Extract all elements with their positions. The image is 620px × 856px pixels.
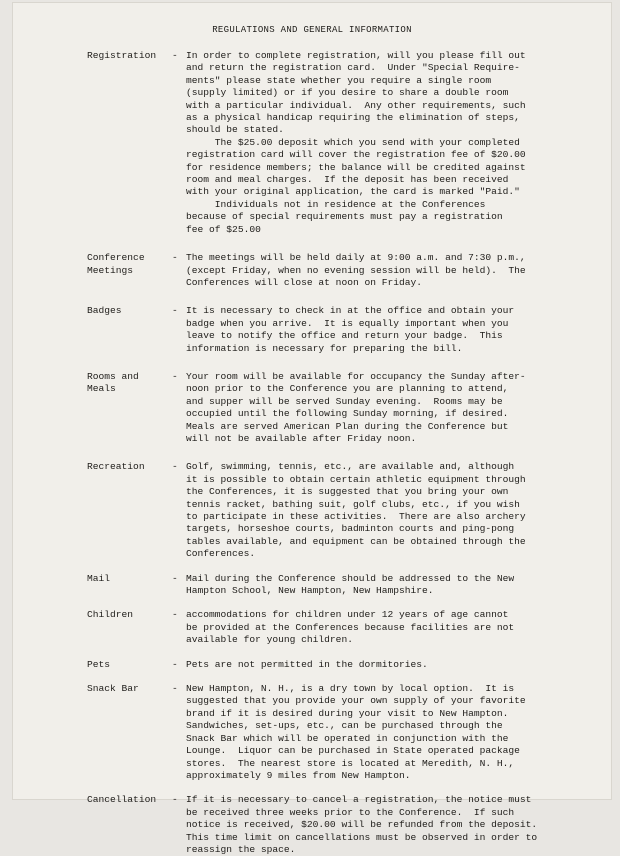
dash: -	[172, 658, 178, 670]
label-line: Snack Bar	[87, 683, 139, 695]
text-line: Individuals not in residence at the Conferences	[186, 198, 486, 210]
text-line: Pets are not permitted in the dormitories.	[186, 658, 428, 670]
text-line: occupied until the following Sunday morning, if desired.	[186, 408, 509, 420]
sections-list	[87, 50, 607, 856]
spacer	[87, 647, 607, 659]
spacer	[87, 289, 607, 305]
section-mail	[87, 573, 607, 598]
text-line: to participate in these activities. There are also archery	[186, 511, 526, 522]
text-line: room and meal charges. If the deposit has been received	[186, 174, 509, 186]
dash: -	[172, 794, 178, 806]
section-body	[186, 794, 607, 856]
text-line: (supply limited) or if you desire to share a double room	[186, 87, 509, 99]
section-label	[87, 50, 172, 236]
text-line: available for young children.	[186, 634, 353, 646]
section-label	[87, 252, 172, 289]
text-line: The $25.00 deposit which you send with your completed	[186, 136, 520, 148]
text-line: approximately 9 miles from New Hampton.	[186, 769, 411, 781]
section-body	[186, 252, 607, 289]
label-line: Pets	[87, 658, 111, 670]
label-line: Meals	[87, 383, 116, 395]
text-line: It is necessary to check in at the office and obtain your	[186, 305, 515, 317]
spacer	[87, 782, 607, 794]
document-page	[12, 2, 612, 855]
text-line: because of special requirements must pay a registration	[186, 211, 503, 223]
text-line: noon prior to the Conference you are planning to attend,	[186, 383, 509, 395]
dash: -	[172, 252, 178, 264]
text-line: and supper will be served Sunday evening. Rooms may be	[186, 395, 503, 407]
text-line: be provided at the Conferences because facilities are not	[186, 621, 515, 633]
section-body	[186, 609, 607, 646]
dash: -	[172, 305, 178, 317]
spacer	[87, 671, 607, 683]
text-line: stores. The nearest store is located at Meredith, N. H.,	[186, 757, 515, 769]
section-body	[186, 461, 607, 560]
text-line: tables available, and equipment can be obtained through the	[186, 535, 526, 547]
section-label	[87, 305, 172, 355]
section-badges	[87, 305, 607, 355]
text-line: brand if it is desired during your visit to New Hampton.	[186, 707, 509, 719]
text-line: fee of $25.00	[186, 223, 261, 235]
label-line: Children	[87, 609, 134, 621]
text-line: tennis racket, bathing suit, golf clubs, etc., if you wish	[186, 498, 520, 510]
section-body	[186, 371, 607, 445]
section-snack-bar	[87, 683, 607, 782]
label-line: Registration	[87, 50, 157, 61]
dash: -	[172, 572, 178, 584]
text-line: and return the registration card. Under "Special Require-	[186, 62, 520, 74]
section-rooms-and-meals	[87, 371, 607, 445]
spacer	[87, 561, 607, 573]
text-line: reassign the space.	[186, 843, 296, 855]
text-line: Snack Bar which will be operated in conjunction with the	[186, 732, 509, 744]
text-line: In order to complete registration, will you please fill out	[186, 50, 526, 61]
section-body	[186, 573, 607, 598]
section-body	[186, 683, 607, 782]
label-line: Conference	[87, 252, 145, 264]
text-line: accommodations for children under 12 years of age cannot	[186, 609, 509, 621]
section-registration	[87, 50, 607, 236]
text-line: ments" please state whether you require a single room	[186, 74, 492, 86]
text-line: Sandwiches, set-ups, etc., can be purchased through the	[186, 720, 503, 732]
section-body	[186, 305, 607, 355]
text-line: New Hampton, N. H., is a dry town by local option. It is	[186, 683, 515, 695]
text-line: leave to notify the office and return your badge. This	[186, 330, 503, 342]
text-line: targets, horseshoe courts, badminton courts and ping-pong	[186, 523, 515, 535]
text-line: for residence members; the balance will be credited against	[186, 161, 526, 173]
section-label	[87, 461, 172, 560]
section-label	[87, 683, 172, 782]
text-line: Conferences will close at noon on Friday.	[186, 276, 423, 288]
dash: -	[172, 461, 178, 473]
text-line: will not be available after Friday noon.	[186, 432, 417, 444]
text-line: be received three weeks prior to the Conference. If such	[186, 806, 515, 818]
section-label	[87, 573, 172, 598]
text-line: the Conferences, it is suggested that you bring your own	[186, 486, 509, 498]
text-line: Meals are served American Plan during the Conference but	[186, 420, 509, 432]
section-label	[87, 609, 172, 646]
section-label	[87, 371, 172, 445]
text-line: Conferences.	[186, 548, 256, 560]
label-line: Cancellation	[87, 794, 157, 806]
text-line: If it is necessary to cancel a registration, the notice must	[186, 794, 532, 806]
text-line: Mail during the Conference should be addressed to the New	[186, 572, 515, 584]
dash: -	[172, 683, 178, 695]
text-line: registration card will cover the registration fee of $20.00	[186, 149, 526, 161]
section-body	[186, 659, 607, 671]
text-line: as a physical handicap requiring the elimination of steps,	[186, 112, 520, 124]
text-line: The meetings will be held daily at 9:00 a.m. and 7:30 p.m.,	[186, 252, 526, 264]
text-line: suggested that you provide your own supply of your favorite	[186, 695, 526, 707]
section-conference-meetings	[87, 252, 607, 289]
section-pets	[87, 659, 607, 671]
spacer	[87, 236, 607, 252]
label-line: Meetings	[87, 264, 134, 276]
spacer	[87, 597, 607, 609]
spacer	[87, 355, 607, 371]
text-line: notice is received, $20.00 will be refunded from the deposit.	[186, 819, 538, 831]
dash: -	[172, 50, 178, 61]
text-line: with a particular individual. Any other requirements, such	[186, 99, 526, 111]
text-line: This time limit on cancellations must be observed in order to	[186, 831, 538, 843]
section-cancellation	[87, 794, 607, 856]
text-line: should be stated.	[186, 124, 284, 136]
section-body	[186, 50, 607, 236]
label-line: Rooms and	[87, 370, 139, 382]
text-line: it is possible to obtain certain athletic equipment through	[186, 473, 526, 485]
text-line: Golf, swimming, tennis, etc., are available and, although	[186, 461, 515, 473]
section-label	[87, 659, 172, 671]
label-line: Mail	[87, 572, 111, 584]
text-line: information is necessary for preparing the bill.	[186, 342, 463, 354]
dash: -	[172, 370, 178, 382]
section-children	[87, 609, 607, 646]
spacer	[87, 445, 607, 461]
label-line: Badges	[87, 305, 122, 317]
text-line: badge when you arrive. It is equally important when you	[186, 317, 509, 329]
page-title: REGULATIONS AND GENERAL INFORMATION	[212, 25, 412, 35]
section-label	[87, 794, 172, 856]
text-line: Lounge. Liquor can be purchased in State operated package	[186, 745, 520, 757]
section-recreation	[87, 461, 607, 560]
text-line: with your original application, the card is marked "Paid."	[186, 186, 520, 198]
label-line: Recreation	[87, 461, 145, 473]
text-line: Your room will be available for occupancy the Sunday after-	[186, 370, 526, 382]
dash: -	[172, 609, 178, 621]
text-line: (except Friday, when no evening session will be held). The	[186, 264, 526, 276]
text-line: Hampton School, New Hampton, New Hampshire.	[186, 585, 434, 597]
